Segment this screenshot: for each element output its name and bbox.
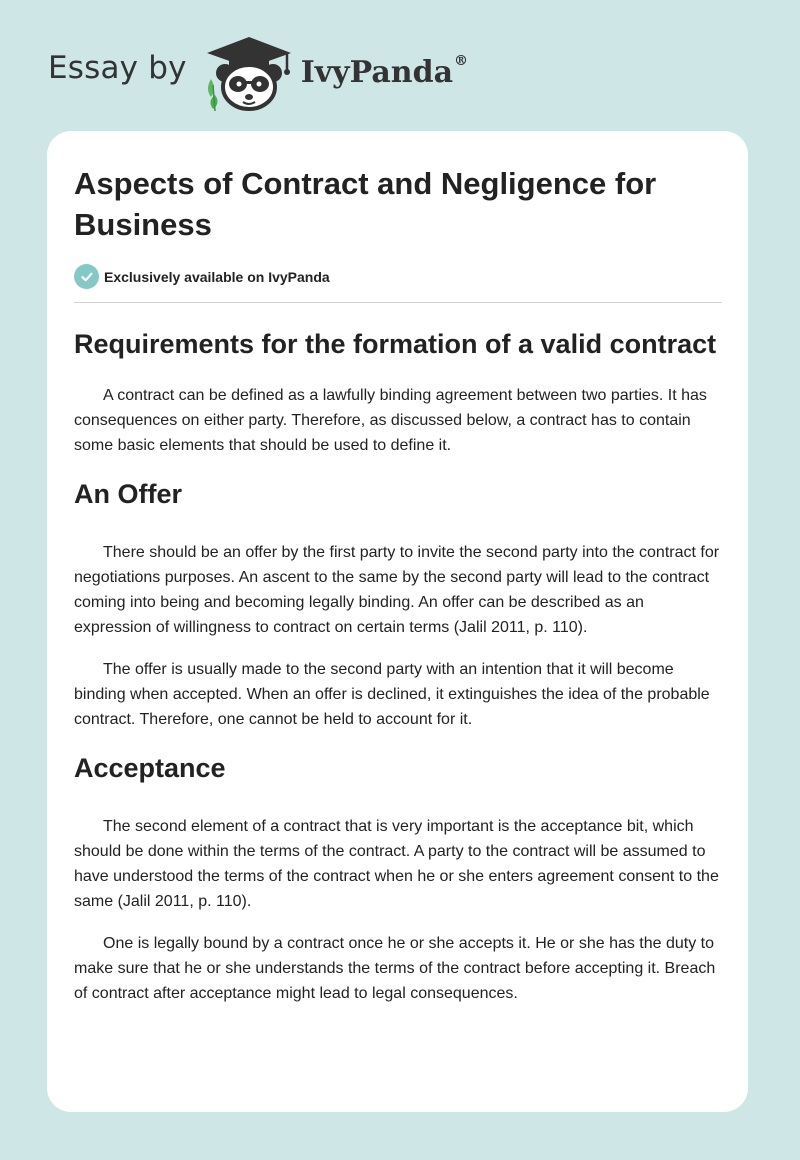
brand-name[interactable]: IvyPanda® (300, 52, 469, 90)
section-heading-acceptance: Acceptance (74, 753, 226, 783)
section-heading-offer: An Offer (74, 479, 182, 509)
panda-graduate-logo-icon[interactable] (203, 35, 295, 113)
paragraph: One is legally bound by a contract once he or she accepts it. He or she has the duty to make sure that he or she understands the terms of the contract before accepting it. Breach of contract after acceptance might lead to legal consequences. (74, 935, 716, 1002)
exclusive-badge-label: Exclusively available on IvyPanda (104, 268, 330, 285)
essay-by-label: Essay by (48, 50, 187, 86)
paragraph: A contract can be defined as a lawfully binding agreement between two parties. It has consequences on either party. Therefore, as discussed below, a contract has to contain some basic elements that should be used to define it. (74, 387, 707, 454)
registered-mark: ® (454, 52, 469, 69)
exclusive-badge (74, 264, 722, 289)
site-header (48, 34, 468, 114)
paragraph: The second element of a contract that is very important is the acceptance bit, which should be done within the terms of the contract. A party to the contract will be assumed to have understood the terms of the contract when he or she enters agreement consent to the same (Jalil 2011, p. 110). (74, 818, 719, 910)
essay-card (47, 131, 748, 1112)
divider (74, 302, 722, 303)
page-title: Aspects of Contract and Negligence for Business (74, 166, 657, 242)
paragraph: The offer is usually made to the second party with an intention that it will become binding when accepted. When an offer is declined, it extinguishes the idea of the probable contract. Therefore, one cannot be held to account for it. (74, 661, 710, 728)
paragraph: There should be an offer by the first party to invite the second party into the contract for negotiations purposes. An ascent to the same by the second party will lead to the contract coming into being and becoming legally binding. An offer can be described as an expression of willingness to contract on certain terms (Jalil 2011, p. 110). (74, 544, 720, 636)
section-heading-requirements: Requirements for the formation of a valid contract (74, 329, 717, 359)
check-circle-icon (74, 264, 99, 289)
